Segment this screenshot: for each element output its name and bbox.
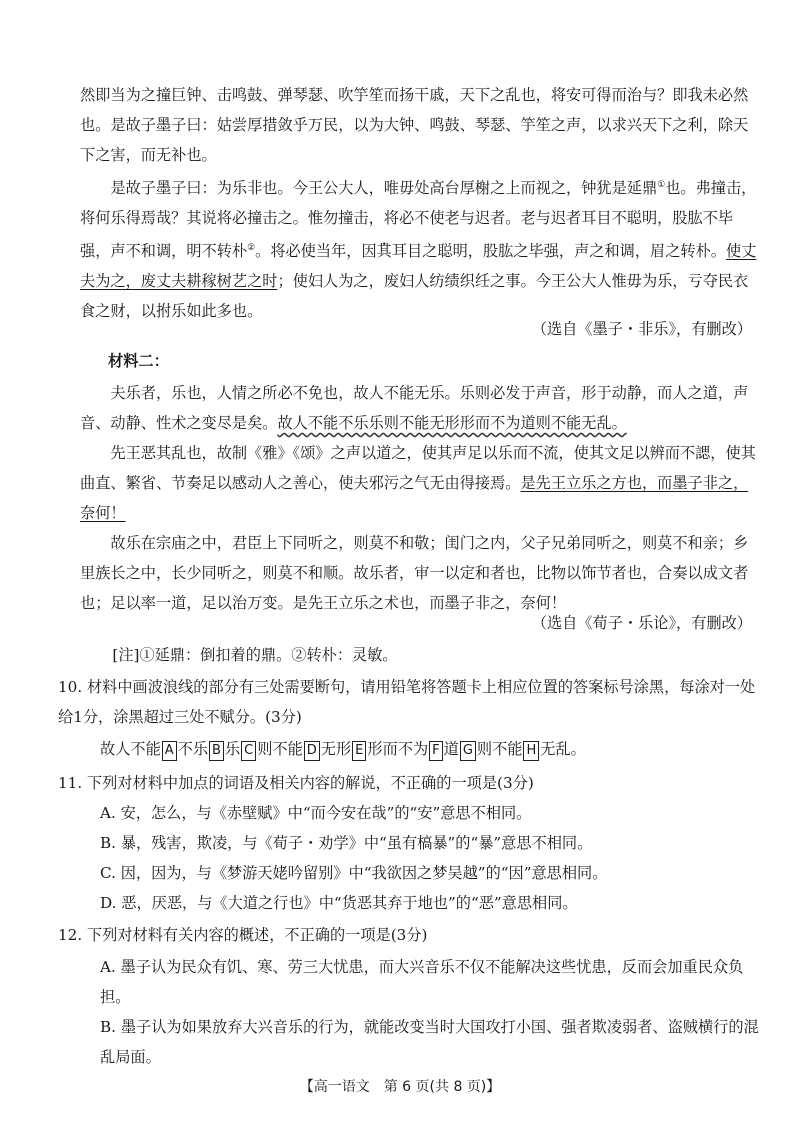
answer-box-b[interactable]: B (209, 741, 224, 761)
question-11-option-c: C. 因，因为，与《梦游天姥吟留别》中“我欲因之梦吴越”的“因”意思相同。 (100, 864, 608, 882)
question-11-stem: 11. 下列对材料中加点的词语及相关内容的解说，不正确的一项是(3分) (58, 774, 534, 792)
page-footer: 【高一语文 第 6 页(共 8 页)】 (299, 1079, 501, 1095)
question-12-option-b: B. 墨子认为如果放弃大兴音乐的行为，就能改变当时大国攻打小国、强者欺凌弱者、盗贼横行的混乱局面。 (100, 1018, 759, 1066)
question-11-option-a: A. 安，怎么，与《赤壁赋》中“而今安在哉”的“安”意思不相同。 (100, 804, 532, 822)
wavy-underlined-sentence: 故人不能不乐乐则不能无形形而不为道则不能无乱。 (277, 414, 627, 432)
annotation-note: [注]①延鼎：倒扣着的鼎。②转朴：灵敏。 (112, 646, 398, 664)
material2-paragraph-2: 先王恶其乱也，故制《雅》《颂》之声以道之，使其声足以乐而不流，使其文足以辨而不諰，使其曲直、繁省、节奏足以感动人之善心，使夫邪污之气无由得接焉。是先王立乐之方也，而墨子非之，奈何！ (80, 444, 756, 522)
material1-paragraph-1: 然即当为之撞巨钟、击鸣鼓、弹琴瑟、吹竽笙而扬干戚，天下之乱也，将安可得而治与？即我未必然也。是故子墨子曰：姑尝厚措敛乎万民，以为大钟、鸣鼓、琴瑟、竽笙之声，以求兴天下之利，除天下之害，而无补也。 (80, 86, 749, 164)
answer-box-c[interactable]: C (241, 741, 256, 761)
material1-paragraph-2: 是故子墨子曰：为乐非也。今王公大人，唯毋处高台厚榭之上而视之，钟犹是延鼎①也。弗撞击，将何乐得焉哉？其说将必撞击之。惟勿撞击，将必不使老与迟者。老与迟者耳目不聪明，股肱不毕强，声不和调，明不转朴②。将必使当年，因其耳目之聪明，股肱之毕强，声之和调，眉之转朴。使丈夫为之，废丈夫耕稼树艺之时；使妇人为之，废妇人纺绩织纴之事。今王公大人惟毋为乐，亏夺民衣食之财，以拊乐如此多也。 (80, 179, 757, 321)
underlined-sentence: 使丈夫为之，废丈夫耕稼树艺之时 (80, 242, 757, 291)
material2-heading: 材料二： (108, 352, 169, 370)
question-11-option-d: D. 恶，厌恶，与《大道之行也》中“货恶其弃于地也”的“恶”意思相同。 (100, 894, 578, 912)
material2-paragraph-3: 故乐在宗庙之中，君臣上下同听之，则莫不和敬；闺门之内，父子兄弟同听之，则莫不和亲；乡里族长之中，长少同听之，则莫不和顺。故乐者，审一以定和者也，比物以饰节者也，合奏以成文者也；足以率一道，足以治万变。是先王立乐之术也，而墨子非之，奈何！ (80, 534, 749, 612)
question-12-option-a: A. 墨子认为民众有饥、寒、劳三大忧患，而大兴音乐不仅不能解决这些忧患，反而会加重民众负担。 (100, 958, 744, 1006)
underlined-sentence: 是先王立乐之方也，而墨子非之，奈何！ (80, 474, 749, 522)
answer-box-f[interactable]: F (429, 741, 442, 761)
source-citation-xunzi: （选自《荀子・乐论》，有删改） (531, 614, 752, 632)
emphasis-dot-yin: 因 (361, 242, 377, 261)
material2-paragraph-1: 夫乐者，乐也，人情之所必不免也，故人不能无乐。乐则必发于声音，形于动静，而人之道，声音、动静、性术之变尽是矣。故人不能不乐乐则不能无形形而不为道则不能无乱。 (80, 384, 749, 432)
question-10-stem: 10. 材料中画波浪线的部分有三处需要断句，请用铅笔将答题卡上相应位置的答案标号涂黑，每涂对一处给1分，涂黑超过三处不赋分。(3分) (58, 678, 756, 726)
answer-box-g[interactable]: G (460, 741, 476, 761)
question-10-sentence: 故人不能 A 不乐 B 乐 C 则不能 D 无形 E 形而不为 F 道 G 则不能 H 无乱。 (100, 734, 760, 764)
answer-box-a[interactable]: A (162, 741, 177, 761)
answer-box-d[interactable]: D (304, 741, 320, 761)
answer-box-h[interactable]: H (523, 741, 539, 761)
question-11-option-b: B. 暴，残害，欺凌，与《荀子・劝学》中“虽有槁暴”的“暴”意思不相同。 (100, 834, 593, 852)
question-12-stem: 12. 下列对材料有关内容的概述，不正确的一项是(3分) (58, 926, 428, 944)
source-citation-mozi: （选自《墨子・非乐》，有删改） (531, 320, 752, 338)
answer-box-e[interactable]: E (352, 741, 366, 761)
